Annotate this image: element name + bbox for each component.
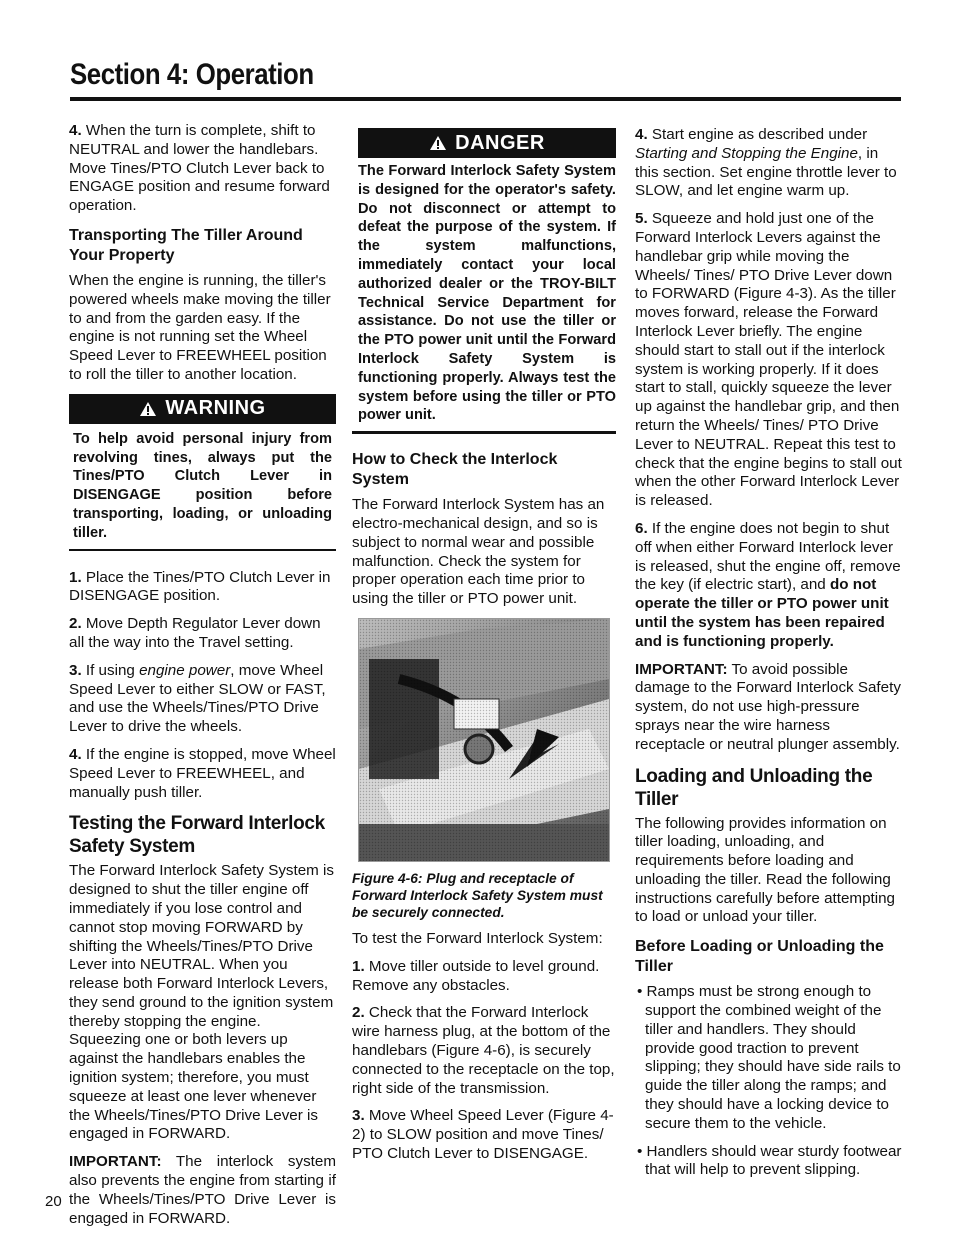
before-loading-heading: Before Loading or Unloading the Tiller (635, 938, 884, 976)
transport-step-2: 2. Move Depth Regulator Lever down all the way into the Travel setting. (69, 615, 321, 651)
test-intro: To test the Forward Interlock System: (352, 929, 603, 947)
page-number: 20 (45, 1193, 62, 1210)
column-right (635, 126, 903, 1189)
transport-step-4: 4. If the engine is stopped, move Wheel Speed Lever to FREEWHEEL, and manually push tiller. (69, 745, 336, 801)
test-step-4: 4. Start engine as described under Starting and Stopping the Engine, in this section. Set engine throttle lever to SLOW, and let engine warm up. (635, 126, 897, 200)
testing-paragraph: The Forward Interlock Safety System is designed to shut the tiller engine off immediately if you lose control and cannot stop moving FORWARD by shifting the Wheels/Tines/PTO Drive Lever into NEUTRAL. When you release both Forward Interlock Levers, they send ground to the ignition system thereby stopping the engine. Squeezing one or both levers up against the handlebars enables the ignition system; therefore, you must squeeze at least one lever whenever the Wheels/Tines/PTO Drive Lever is engaged in FORWARD. (69, 862, 335, 1143)
check-heading: How to Check the Interlock System (352, 451, 558, 489)
figure-4-6-photo (358, 618, 610, 862)
figure-caption: Figure 4-6: Plug and receptacle of Forward Interlock Safety System must be securely connected. (352, 870, 603, 920)
warning-icon (139, 401, 157, 417)
test-step-2: 2. Check that the Forward Interlock wire harness plug, at the bottom of the handlebars (Figure 4-6), is securely connected to the receptacle on the top, right side of the transmission. (352, 1004, 615, 1097)
test-step-1: 1. Move tiller outside to level ground. Remove any obstacles. (352, 957, 600, 994)
transport-step-1: 1. Place the Tines/PTO Clutch Lever in DISENGAGE position. (69, 568, 331, 605)
check-paragraph: The Forward Interlock System has an electro-mechanical design, and so is subject to normal wear and possible malfunction. Check the system for proper operation each time prior to using the tiller or PTO power unit. (352, 496, 605, 608)
loading-heading: Loading and Unloading the Tiller (635, 765, 873, 810)
plug-receptacle-image (359, 619, 609, 861)
warning-box (69, 394, 336, 551)
warning-label: WARNING (165, 397, 266, 420)
step-4-paragraph: 4. When the turn is complete, shift to NEUTRAL and lower the handlebars. Move Tines/PTO Clutch Lever back to ENGAGE position and resume forward operation. (69, 122, 330, 215)
danger-header (358, 128, 616, 158)
warning-text: To help avoid personal injury from revolving tines, always put the Tines/PTO Clutch Lever in DISENGAGE position before transporting, loading, or unloading tiller. (73, 430, 332, 541)
bullet-ramps: • Ramps must be strong enough to support the combined weight of the tiller and handlers. They should provide good traction to prevent slipping; they should have side rails to guide the tiller along the ramps; and they should have a locking device to secure them to the vehicle. (637, 983, 901, 1132)
test-step-5: 5. Squeeze and hold just one of the Forward Interlock Levers against the handlebar grip while moving the Wheels/ Tines/ PTO Drive Lever down to FORWARD (Figure 4-3). As the tiller moves forward, release the Forward Interlock Lever briefly. The engine should start to stall out if the interlock system is working properly. If it does start to stall, quickly squeeze the lever up against the handlebar grip, and then return the Wheels/ Tines/ PTO Drive Lever to NEUTRAL. Repeat this test to check that the engine begins to stall out when the other Forward Interlock Lever is released. (635, 210, 902, 510)
test-step-6: 6. If the engine does not begin to shut off when either Forward Interlock lever is released, shut the engine off, remove the key (if electric start), and do not operate the tiller or PTO power unit until the system has been repaired and is functioning properly. (635, 519, 901, 650)
title-divider (70, 97, 901, 101)
bullet-footwear: • Handlers should wear sturdy footwear that will help to prevent slipping. (637, 1142, 902, 1179)
loading-paragraph: The following provides information on tiller loading, unloading, and requirements before loading and unloading the tiller. Read the following instructions carefully before attempting to load or unload your tiller. (635, 814, 896, 926)
danger-label: DANGER (455, 131, 545, 154)
transport-step-3: 3. If using engine power, move Wheel Speed Lever to either SLOW or FAST, and use the Wheels/Tines/PTO Drive Lever to drive the wheels. (69, 661, 326, 736)
important-paragraph: IMPORTANT: The interlock system also prevents the engine from starting if the Wheels/Tines/PTO Drive Lever is engaged in FORWARD. (69, 1153, 336, 1227)
column-middle (352, 128, 616, 1173)
warning-header (69, 394, 336, 424)
column-left (69, 122, 336, 1237)
test-step-3: 3. Move Wheel Speed Lever (Figure 4-2) to SLOW position and move Tines/ PTO Clutch Lever to DISENGAGE. (352, 1107, 614, 1162)
page-title: Section 4: Operation (70, 58, 314, 91)
transport-heading: Transporting The Tiller Around Your Property (69, 226, 303, 264)
testing-heading: Testing the Forward Interlock Safety System (69, 813, 325, 858)
important-paragraph-2: IMPORTANT: To avoid possible damage to the Forward Interlock Safety system, do not use high-pressure sprays near the wire harness receptacle or neutral plunger assembly. (635, 660, 901, 753)
danger-box (352, 128, 616, 434)
transport-paragraph: When the engine is running, the tiller's powered wheels make moving the tiller to and from the garden easy. If the engine is not running set the Wheel Speed Lever to FREEWHEEL position to roll the tiller to another location. (69, 271, 331, 383)
danger-icon (429, 135, 447, 151)
danger-text: The Forward Interlock Safety System is designed for the operator's safety. Do not disconnect or attempt to defeat the purpose of the system. If the system malfunctions, immediately contact your local authorized dealer or the TROY-BILT Technical Service Department for assistance. Do not use the tiller or the PTO power unit until the Forward Interlock Safety System is functioning properly. Always test the system before using the tiller or PTO power unit. (358, 163, 616, 424)
